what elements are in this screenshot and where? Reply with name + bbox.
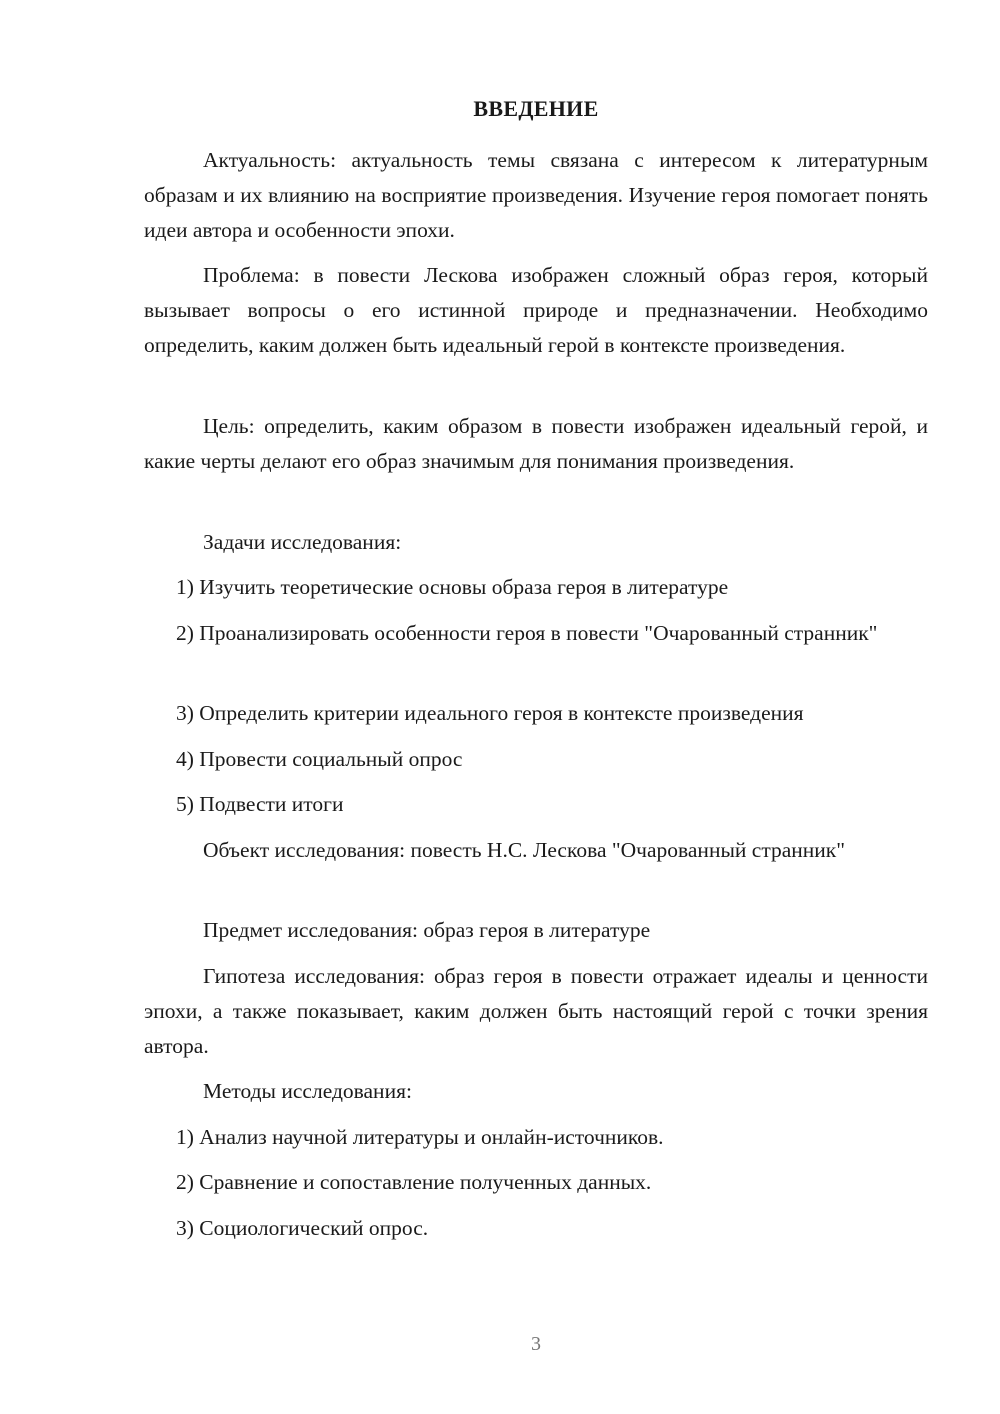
- problem-paragraph: Проблема: в повести Лескова изображен сложный образ героя, который вызывает вопросы о его истинной природе и предназначении. Необходимо определить, каким должен быть идеальный герой в контексте произведения.: [144, 263, 928, 357]
- method-item-1: 1) Анализ научной литературы и онлайн-источников.: [176, 1125, 664, 1149]
- relevance-paragraph: Актуальность: актуальность темы связана с интересом к литературным образам и их влиянию на восприятие произведения. Изучение героя помогает понять идеи автора и особенности эпохи.: [144, 148, 928, 242]
- method-item-3: 3) Социологический опрос.: [176, 1216, 429, 1240]
- task-item-4: 4) Провести социальный опрос: [176, 747, 463, 771]
- task-item-1: 1) Изучить теоретические основы образа героя в литературе: [176, 575, 729, 599]
- methods-heading: Методы исследования:: [203, 1079, 412, 1103]
- page-number: 3: [531, 1333, 541, 1355]
- object-paragraph: Объект исследования: повесть Н.С. Лескова "Очарованный странник": [203, 838, 846, 862]
- subject-paragraph: Предмет исследования: образ героя в литературе: [203, 918, 651, 942]
- page-title: ВВЕДЕНИЕ: [473, 96, 599, 121]
- task-item-5: 5) Подвести итоги: [176, 792, 344, 816]
- method-item-2: 2) Сравнение и сопоставление полученных данных.: [176, 1170, 652, 1194]
- goal-paragraph: Цель: определить, каким образом в повести изображен идеальный герой, и какие черты делают его образ значимым для понимания произведения.: [144, 414, 928, 473]
- task-item-2: 2) Проанализировать особенности героя в повести "Очарованный странник": [176, 621, 878, 645]
- task-item-3: 3) Определить критерии идеального героя в контексте произведения: [176, 701, 804, 725]
- hypothesis-paragraph: Гипотеза исследования: образ героя в повести отражает идеалы и ценности эпохи, а также показывает, каким должен быть настоящий герой с точки зрения автора.: [144, 964, 928, 1058]
- tasks-heading: Задачи исследования:: [203, 530, 402, 554]
